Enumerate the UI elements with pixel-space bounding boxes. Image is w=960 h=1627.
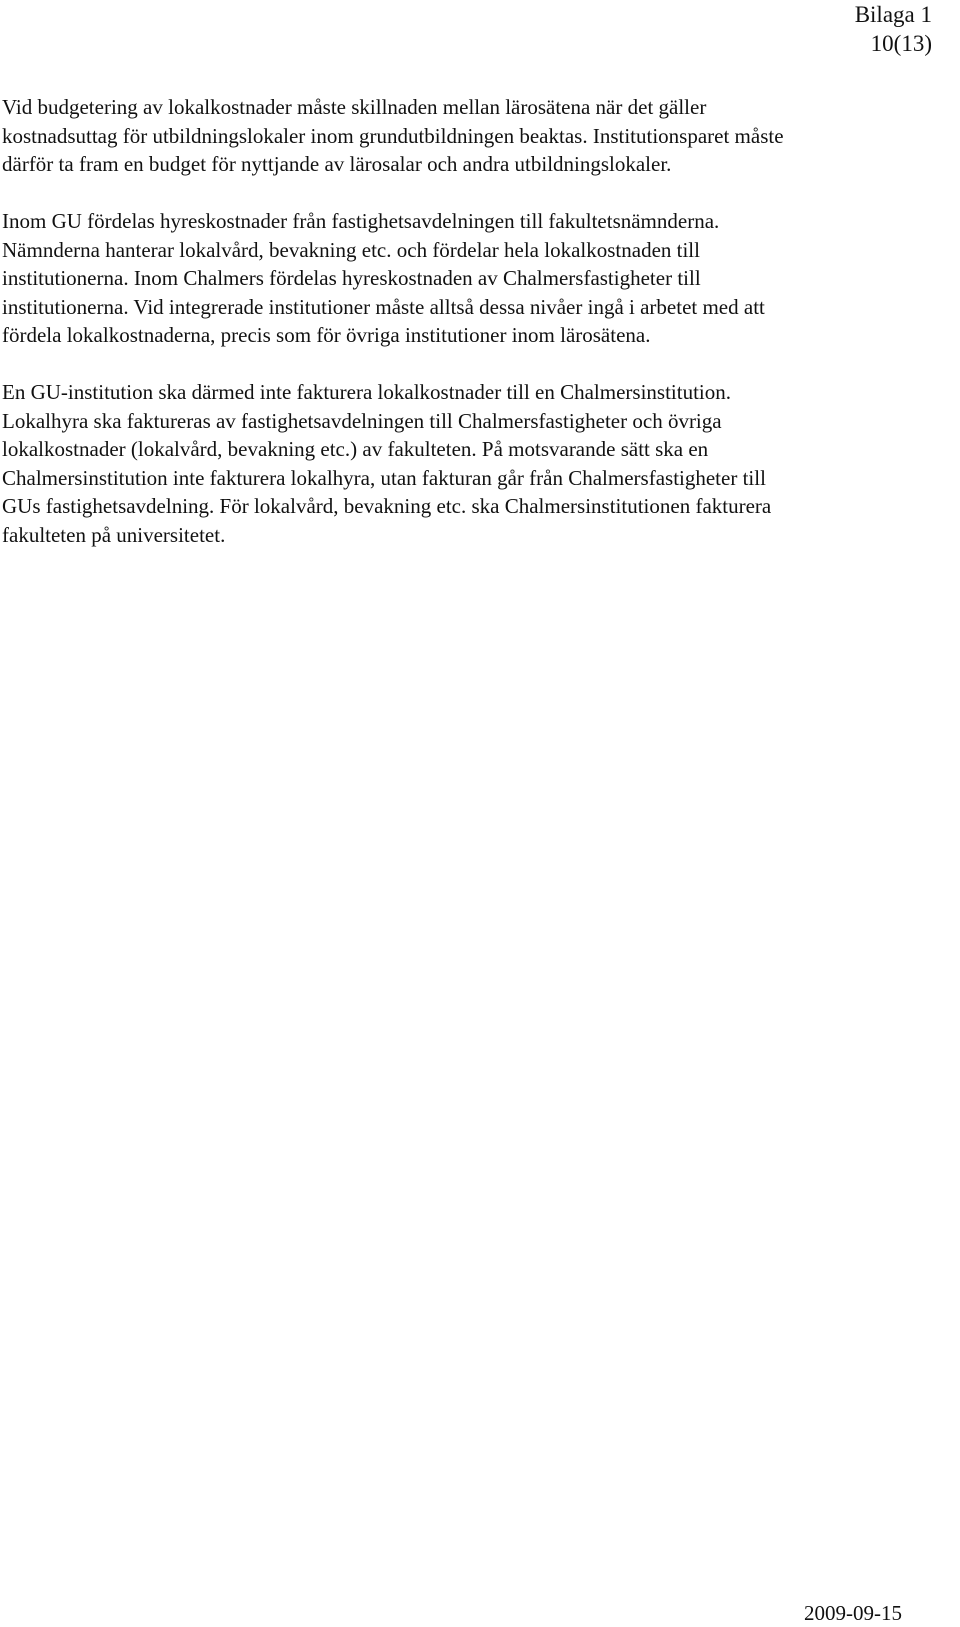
text-line: En GU-institution ska därmed inte fakturera lokalkostnader till en Chalmersinstitution.: [2, 380, 732, 404]
text-line: Nämnderna hanterar lokalvård, bevakning etc. och fördelar hela lokalkostnaden till: [2, 237, 700, 262]
text-line: lokalkostnader (lokalvård, bevakning etc.) av fakulteten. På motsvarande sätt ska en: [2, 437, 709, 461]
text-line: fördela lokalkostnaderna, precis som för övriga institutioner inom lärosätena.: [2, 323, 651, 347]
text-line: Lokalhyra ska faktureras av fastighetsavdelningen till Chalmersfastigheter och övriga: [2, 408, 722, 433]
document-body: [2, 93, 942, 549]
paragraph-invoicing: [2, 378, 942, 549]
appendix-label: Bilaga 1: [854, 2, 932, 27]
text-line: kostnadsuttag för utbildningslokaler inom grundutbildningen beaktas. Institutionsparet måste: [2, 123, 784, 148]
text-line: Inom GU fördelas hyreskostnader från fastighetsavdelningen till fakultetsnämnderna.: [2, 209, 720, 233]
text-line: institutionerna. Inom Chalmers fördelas hyreskostnaden av Chalmersfastigheter till: [2, 266, 701, 290]
page-header: [855, 0, 932, 58]
page-number: 10(13): [870, 31, 932, 56]
text-line: fakulteten på universitetet.: [2, 522, 226, 547]
text-line: GUs fastighetsavdelning. För lokalvård, bevakning etc. ska Chalmersinstitutionen fakturera: [2, 494, 772, 518]
text-line: institutionerna. Vid integrerade institutioner måste alltså dessa nivåer ingå i arbetet med att: [2, 294, 765, 319]
paragraph-budgeting: [2, 93, 942, 179]
text-line: därför ta fram en budget för nyttjande av lärosalar och andra utbildningslokaler.: [2, 152, 672, 176]
document-date: 2009-09-15: [804, 1601, 902, 1625]
text-line: Vid budgetering av lokalkostnader måste skillnaden mellan lärosätena när det gäller: [2, 95, 707, 119]
paragraph-distribution: [2, 207, 942, 350]
text-line: Chalmersinstitution inte fakturera lokalhyra, utan fakturan går från Chalmersfastigheter till: [2, 465, 766, 490]
